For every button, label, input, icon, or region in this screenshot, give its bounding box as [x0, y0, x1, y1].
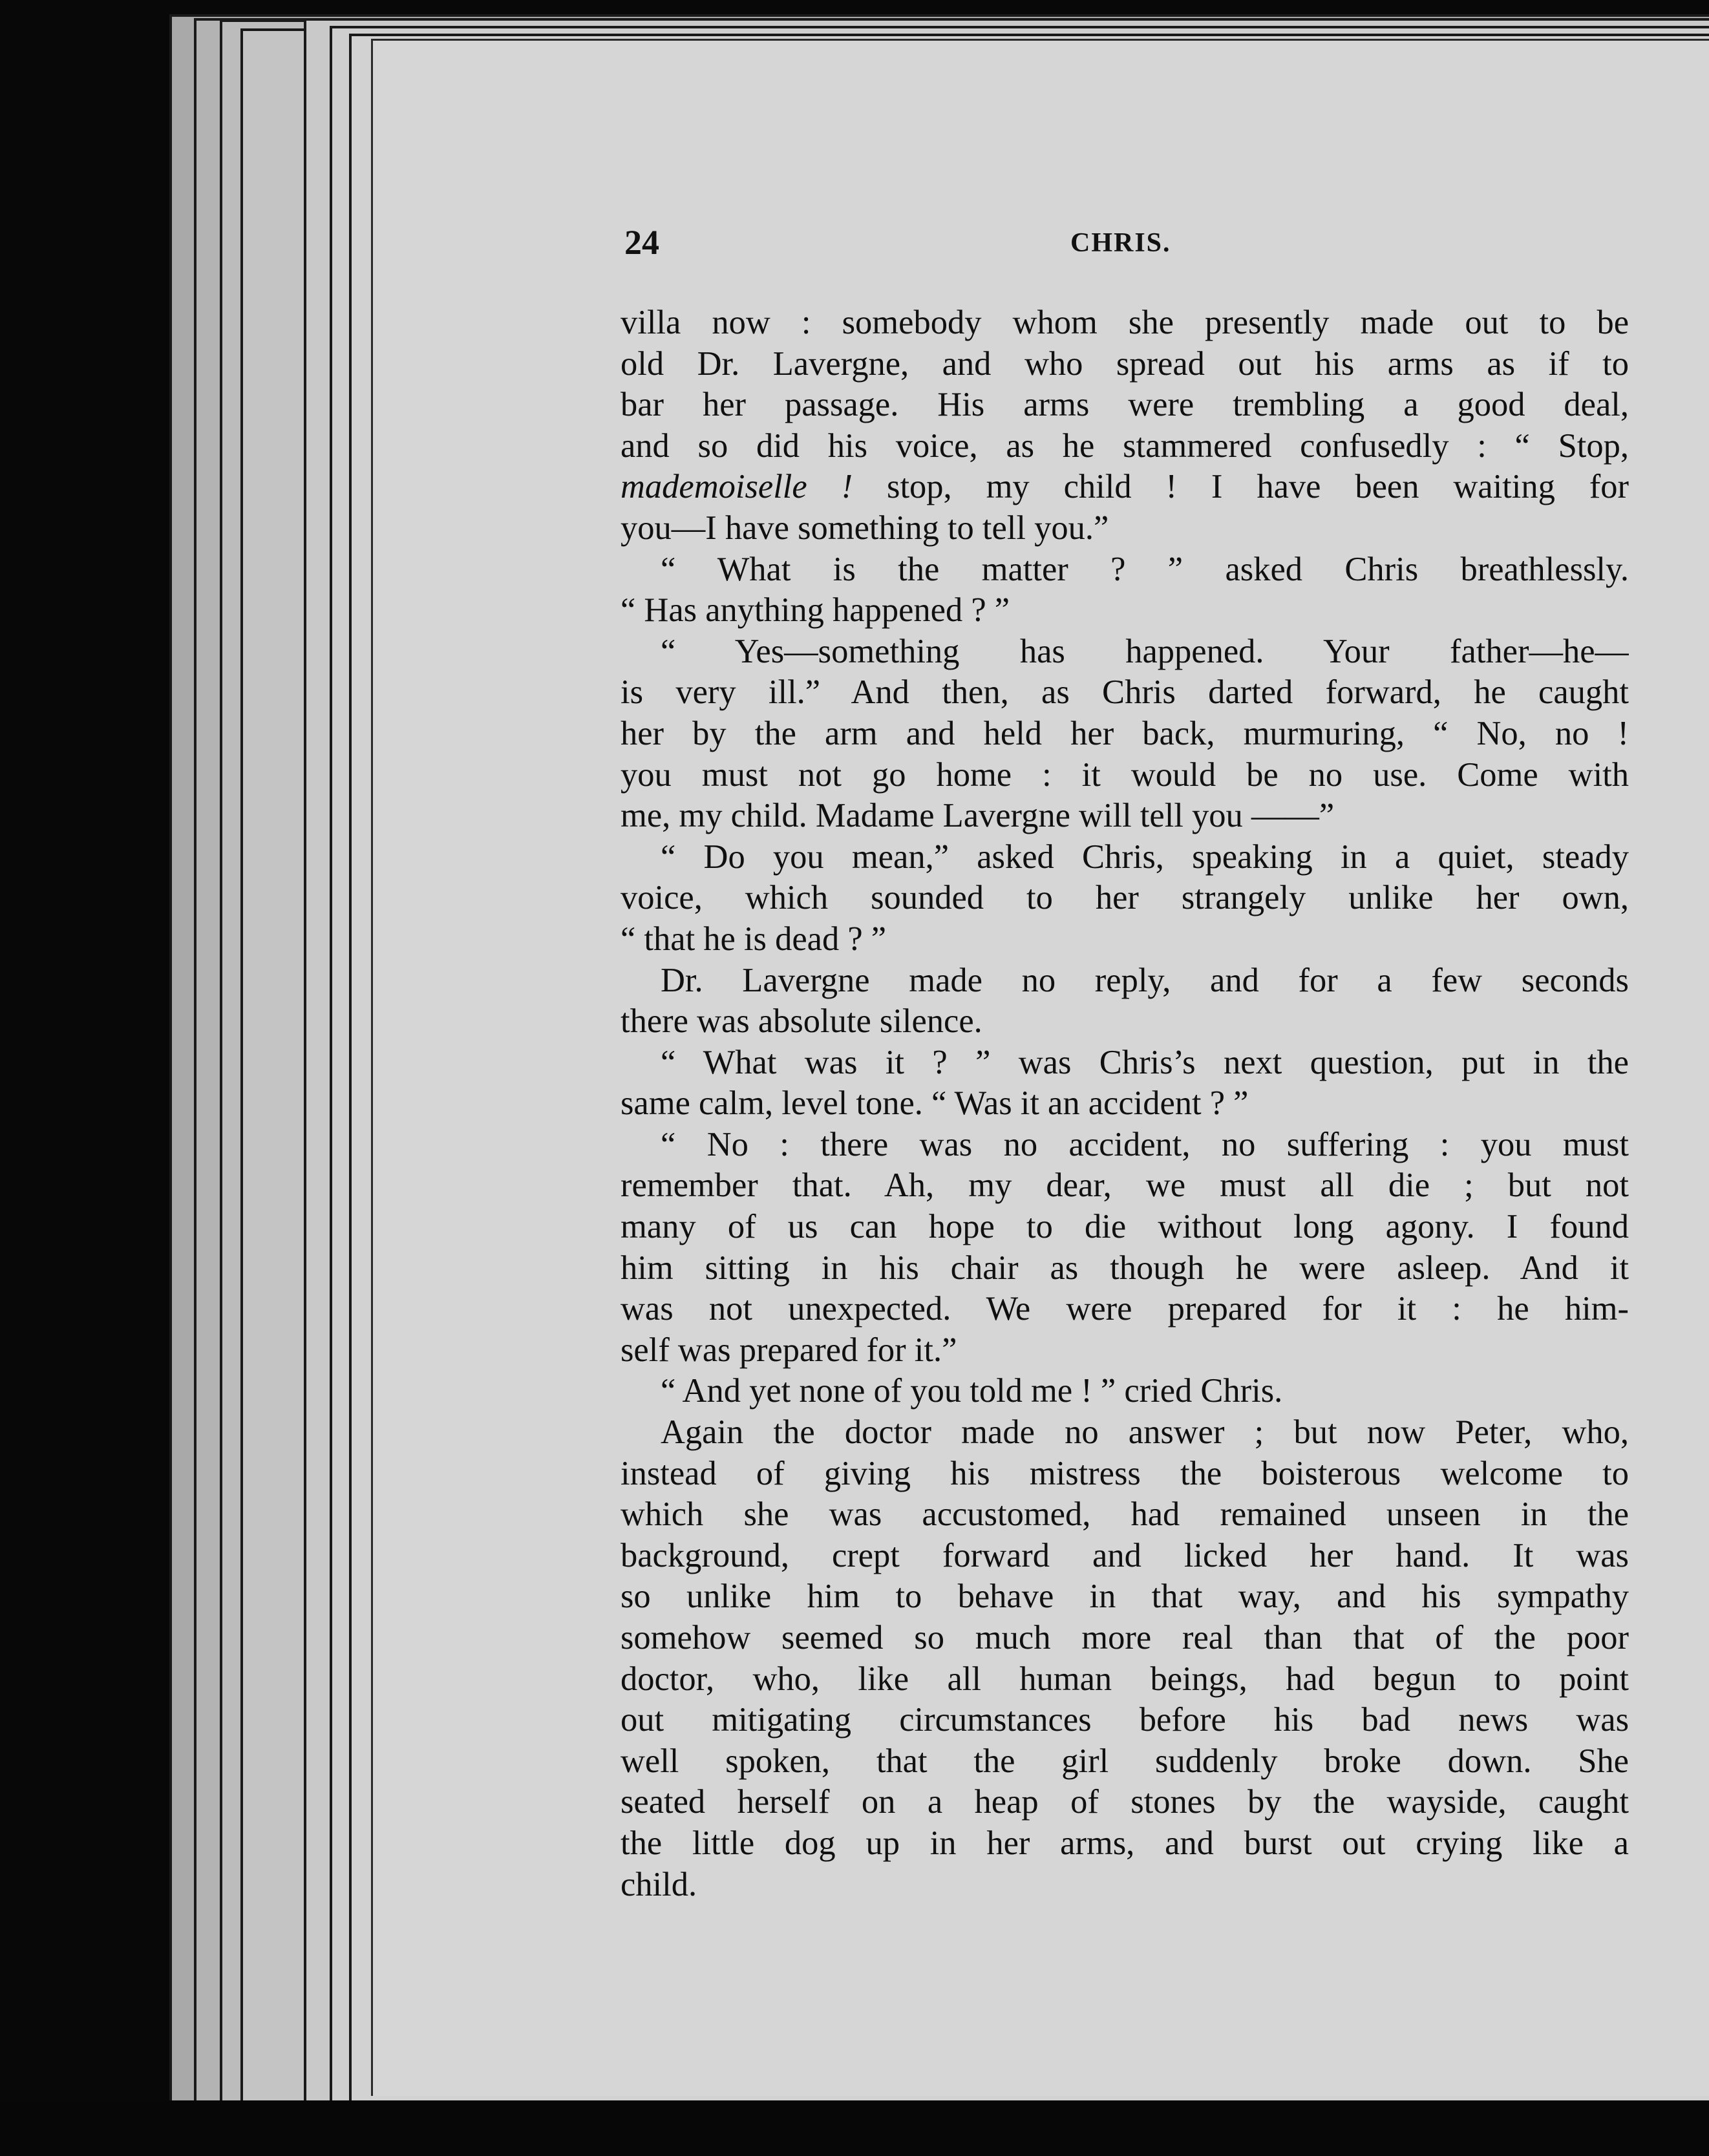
- text-line: well spoken, that the girl suddenly broke down. She: [621, 1742, 1629, 1780]
- text-line: “ Do you mean,” asked Chris, speaking in a quiet, steady: [661, 838, 1629, 876]
- scan-background: [0, 2100, 1709, 2156]
- text-line: you must not go home : it would be no use. Come with: [621, 756, 1629, 794]
- text-line: same calm, level tone. “ Was it an accident ? ”: [621, 1084, 1249, 1123]
- text-line: you—I have something to tell you.”: [621, 509, 1109, 547]
- text-line: “ Yes—something has happened. Your father—he—: [661, 632, 1629, 670]
- text-line: background, crept forward and licked her hand. It was: [621, 1536, 1629, 1574]
- text-line: self was prepared for it.”: [621, 1331, 957, 1369]
- text-line: there was absolute silence.: [621, 1002, 982, 1041]
- text-line: “ No : there was no accident, no suffering : you must: [661, 1125, 1629, 1163]
- text-line: somehow seemed so much more real than that of the poor: [621, 1619, 1629, 1656]
- text-line: bar her passage. His arms were trembling a good deal,: [621, 386, 1629, 424]
- text-line: “ And yet none of you told me ! ” cried Chris.: [661, 1372, 1283, 1410]
- text-line: child.: [621, 1865, 697, 1903]
- text-line: “ What is the matter ? ” asked Chris breathlessly.: [661, 550, 1629, 588]
- text-line: remember that. Ah, my dear, we must all die ; but not: [621, 1167, 1629, 1205]
- text-line: “ that he is dead ? ”: [621, 920, 887, 958]
- text-line: Dr. Lavergne made no reply, and for a few seconds: [661, 961, 1629, 999]
- text-line: seated herself on a heap of stones by the wayside, caught: [621, 1783, 1629, 1821]
- text-line: was not unexpected. We were prepared for it : he him-: [621, 1290, 1629, 1328]
- text-line: the little dog up in her arms, and burst out crying like a: [621, 1824, 1629, 1862]
- text-line: is very ill.” And then, as Chris darted forward, he caught: [621, 673, 1629, 712]
- text-line: doctor, who, like all human beings, had begun to point: [621, 1660, 1629, 1698]
- text-line: which she was accustomed, had remained unseen in the: [621, 1495, 1629, 1534]
- text-line: old Dr. Lavergne, and who spread out his arms as if to: [621, 344, 1629, 383]
- text-line: many of us can hope to die without long agony. I found: [621, 1208, 1629, 1246]
- running-head: CHRIS.: [1070, 228, 1171, 258]
- text-line: me, my child. Madame Lavergne will tell you ——”: [621, 797, 1335, 835]
- page-header: [624, 222, 1633, 268]
- text-line: her by the arm and held her back, murmuring, “ No, no !: [621, 714, 1629, 752]
- text-line: villa now : somebody whom she presently made out to be: [621, 304, 1629, 341]
- page-number: 24: [624, 223, 659, 262]
- text-line: and so did his voice, as he stammered confusedly : “ Stop,: [621, 427, 1629, 465]
- body-text: [621, 302, 1629, 1905]
- text-line: instead of giving his mistress the boisterous welcome to: [621, 1454, 1629, 1492]
- text-line: “ Has anything happened ? ”: [621, 591, 1010, 629]
- text-line: Again the doctor made no answer ; but now Peter, who,: [661, 1413, 1629, 1452]
- text-line: out mitigating circumstances before his bad news was: [621, 1701, 1629, 1739]
- text-line: voice, which sounded to her strangely unlike her own,: [621, 879, 1629, 917]
- text-line: “ What was it ? ” was Chris’s next question, put in the: [661, 1043, 1629, 1081]
- text-line: him sitting in his chair as though he were asleep. And it: [621, 1249, 1629, 1287]
- text-line: so unlike him to behave in that way, and his sympathy: [621, 1578, 1629, 1616]
- text-line: mademoiselle ! stop, my child ! I have been waiting for: [621, 468, 1629, 506]
